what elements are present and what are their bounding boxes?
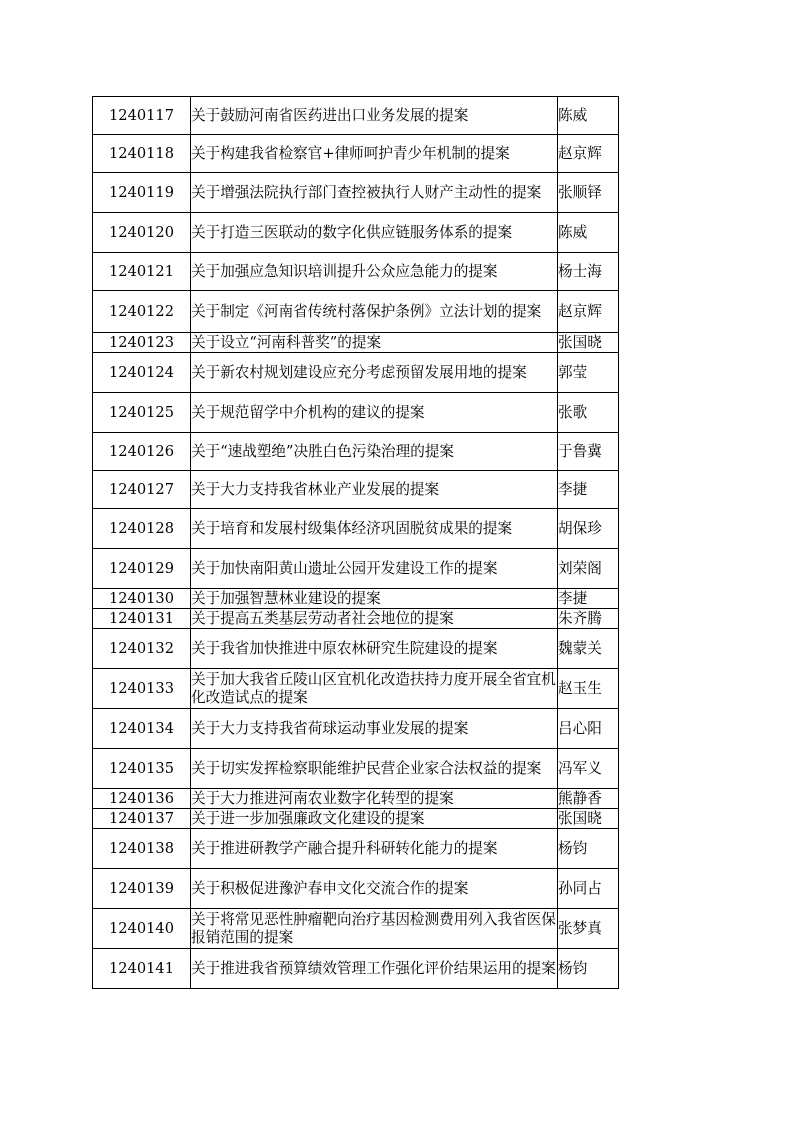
- proposer-name: 朱齐腾: [558, 609, 619, 629]
- table-row: [93, 829, 619, 869]
- proposal-title: 关于增强法院执行部门查控被执行人财产主动性的提案: [191, 173, 558, 213]
- table-row: [93, 393, 619, 433]
- proposal-title: 关于加大我省丘陵山区宜机化改造扶持力度开展全省宜机化改造试点的提案: [191, 669, 558, 709]
- proposal-number: 1240139: [93, 869, 191, 909]
- proposal-title: 关于大力支持我省荷球运动事业发展的提案: [191, 709, 558, 749]
- table-row: [93, 97, 619, 135]
- proposal-number: 1240123: [93, 333, 191, 353]
- table-row: [93, 549, 619, 589]
- proposal-number: 1240125: [93, 393, 191, 433]
- proposer-name: 杨钧: [558, 949, 619, 989]
- table-row: [93, 173, 619, 213]
- table-row: [93, 135, 619, 173]
- proposal-number: 1240137: [93, 809, 191, 829]
- proposer-name: 于鲁冀: [558, 433, 619, 471]
- proposal-table: [92, 96, 619, 989]
- table-row: [93, 669, 619, 709]
- proposal-title: 关于培育和发展村级集体经济巩固脱贫成果的提案: [191, 509, 558, 549]
- proposal-number: 1240129: [93, 549, 191, 589]
- proposal-title: 关于大力支持我省林业产业发展的提案: [191, 471, 558, 509]
- proposal-title: 关于加快南阳黄山遗址公园开发建设工作的提案: [191, 549, 558, 589]
- proposal-number: 1240124: [93, 353, 191, 393]
- proposal-title: 关于我省加快推进中原农林研究生院建设的提案: [191, 629, 558, 669]
- proposer-name: 魏蒙关: [558, 629, 619, 669]
- table-row: [93, 629, 619, 669]
- proposal-title: 关于进一步加强廉政文化建设的提案: [191, 809, 558, 829]
- proposal-number: 1240136: [93, 789, 191, 809]
- proposal-title: 关于新农村规划建设应充分考虑预留发展用地的提案: [191, 353, 558, 393]
- proposer-name: 张顺铎: [558, 173, 619, 213]
- proposal-number: 1240135: [93, 749, 191, 789]
- proposer-name: 熊静香: [558, 789, 619, 809]
- proposer-name: 郭莹: [558, 353, 619, 393]
- proposal-number: 1240119: [93, 173, 191, 213]
- table-row: [93, 471, 619, 509]
- proposer-name: 赵玉生: [558, 669, 619, 709]
- proposal-number: 1240127: [93, 471, 191, 509]
- proposer-name: 赵京辉: [558, 291, 619, 333]
- proposer-name: 杨士海: [558, 253, 619, 291]
- table-row: [93, 949, 619, 989]
- proposal-title: 关于设立“河南科普奖”的提案: [191, 333, 558, 353]
- proposal-title: 关于打造三医联动的数字化供应链服务体系的提案: [191, 213, 558, 253]
- proposal-number: 1240117: [93, 97, 191, 135]
- proposer-name: 陈威: [558, 213, 619, 253]
- proposal-table-body: [93, 97, 619, 989]
- proposer-name: 孙同占: [558, 869, 619, 909]
- proposal-number: 1240134: [93, 709, 191, 749]
- proposal-number: 1240126: [93, 433, 191, 471]
- table-row: [93, 333, 619, 353]
- proposer-name: 胡保珍: [558, 509, 619, 549]
- proposer-name: 冯军义: [558, 749, 619, 789]
- table-row: [93, 809, 619, 829]
- proposal-title: 关于推进我省预算绩效管理工作强化评价结果运用的提案: [191, 949, 558, 989]
- proposal-title: 关于切实发挥检察职能维护民营企业家合法权益的提案: [191, 749, 558, 789]
- table-row: [93, 609, 619, 629]
- table-row: [93, 353, 619, 393]
- proposer-name: 张梦真: [558, 909, 619, 949]
- proposal-number: 1240141: [93, 949, 191, 989]
- proposal-title: 关于制定《河南省传统村落保护条例》立法计划的提案: [191, 291, 558, 333]
- proposal-title: 关于推进研教学产融合提升科研转化能力的提案: [191, 829, 558, 869]
- proposal-number: 1240122: [93, 291, 191, 333]
- proposer-name: 李捷: [558, 589, 619, 609]
- proposer-name: 李捷: [558, 471, 619, 509]
- proposer-name: 吕心阳: [558, 709, 619, 749]
- proposer-name: 陈威: [558, 97, 619, 135]
- proposal-title: 关于加强智慧林业建设的提案: [191, 589, 558, 609]
- proposal-number: 1240130: [93, 589, 191, 609]
- proposal-title: 关于构建我省检察官+律师呵护青少年机制的提案: [191, 135, 558, 173]
- proposal-title: 关于加强应急知识培训提升公众应急能力的提案: [191, 253, 558, 291]
- proposer-name: 张国晓: [558, 333, 619, 353]
- proposal-number: 1240118: [93, 135, 191, 173]
- table-row: [93, 749, 619, 789]
- proposer-name: 张国晓: [558, 809, 619, 829]
- proposer-name: 张歌: [558, 393, 619, 433]
- proposer-name: 刘荣阁: [558, 549, 619, 589]
- proposal-number: 1240140: [93, 909, 191, 949]
- proposer-name: 杨钧: [558, 829, 619, 869]
- table-row: [93, 433, 619, 471]
- proposal-number: 1240131: [93, 609, 191, 629]
- proposal-title: 关于积极促进豫沪春申文化交流合作的提案: [191, 869, 558, 909]
- proposal-number: 1240121: [93, 253, 191, 291]
- table-row: [93, 509, 619, 549]
- table-row: [93, 253, 619, 291]
- table-row: [93, 213, 619, 253]
- proposal-number: 1240133: [93, 669, 191, 709]
- proposal-title: 关于提高五类基层劳动者社会地位的提案: [191, 609, 558, 629]
- proposal-title: 关于规范留学中介机构的建议的提案: [191, 393, 558, 433]
- table-row: [93, 909, 619, 949]
- proposal-title: 关于“速战塑绝”决胜白色污染治理的提案: [191, 433, 558, 471]
- proposal-number: 1240138: [93, 829, 191, 869]
- table-row: [93, 291, 619, 333]
- table-row: [93, 589, 619, 609]
- proposal-number: 1240132: [93, 629, 191, 669]
- proposal-title: 关于大力推进河南农业数字化转型的提案: [191, 789, 558, 809]
- proposal-title: 关于鼓励河南省医药进出口业务发展的提案: [191, 97, 558, 135]
- table-row: [93, 789, 619, 809]
- table-row: [93, 869, 619, 909]
- proposal-number: 1240120: [93, 213, 191, 253]
- table-row: [93, 709, 619, 749]
- proposal-title: 关于将常见恶性肿瘤靶向治疗基因检测费用列入我省医保报销范围的提案: [191, 909, 558, 949]
- proposal-number: 1240128: [93, 509, 191, 549]
- proposer-name: 赵京辉: [558, 135, 619, 173]
